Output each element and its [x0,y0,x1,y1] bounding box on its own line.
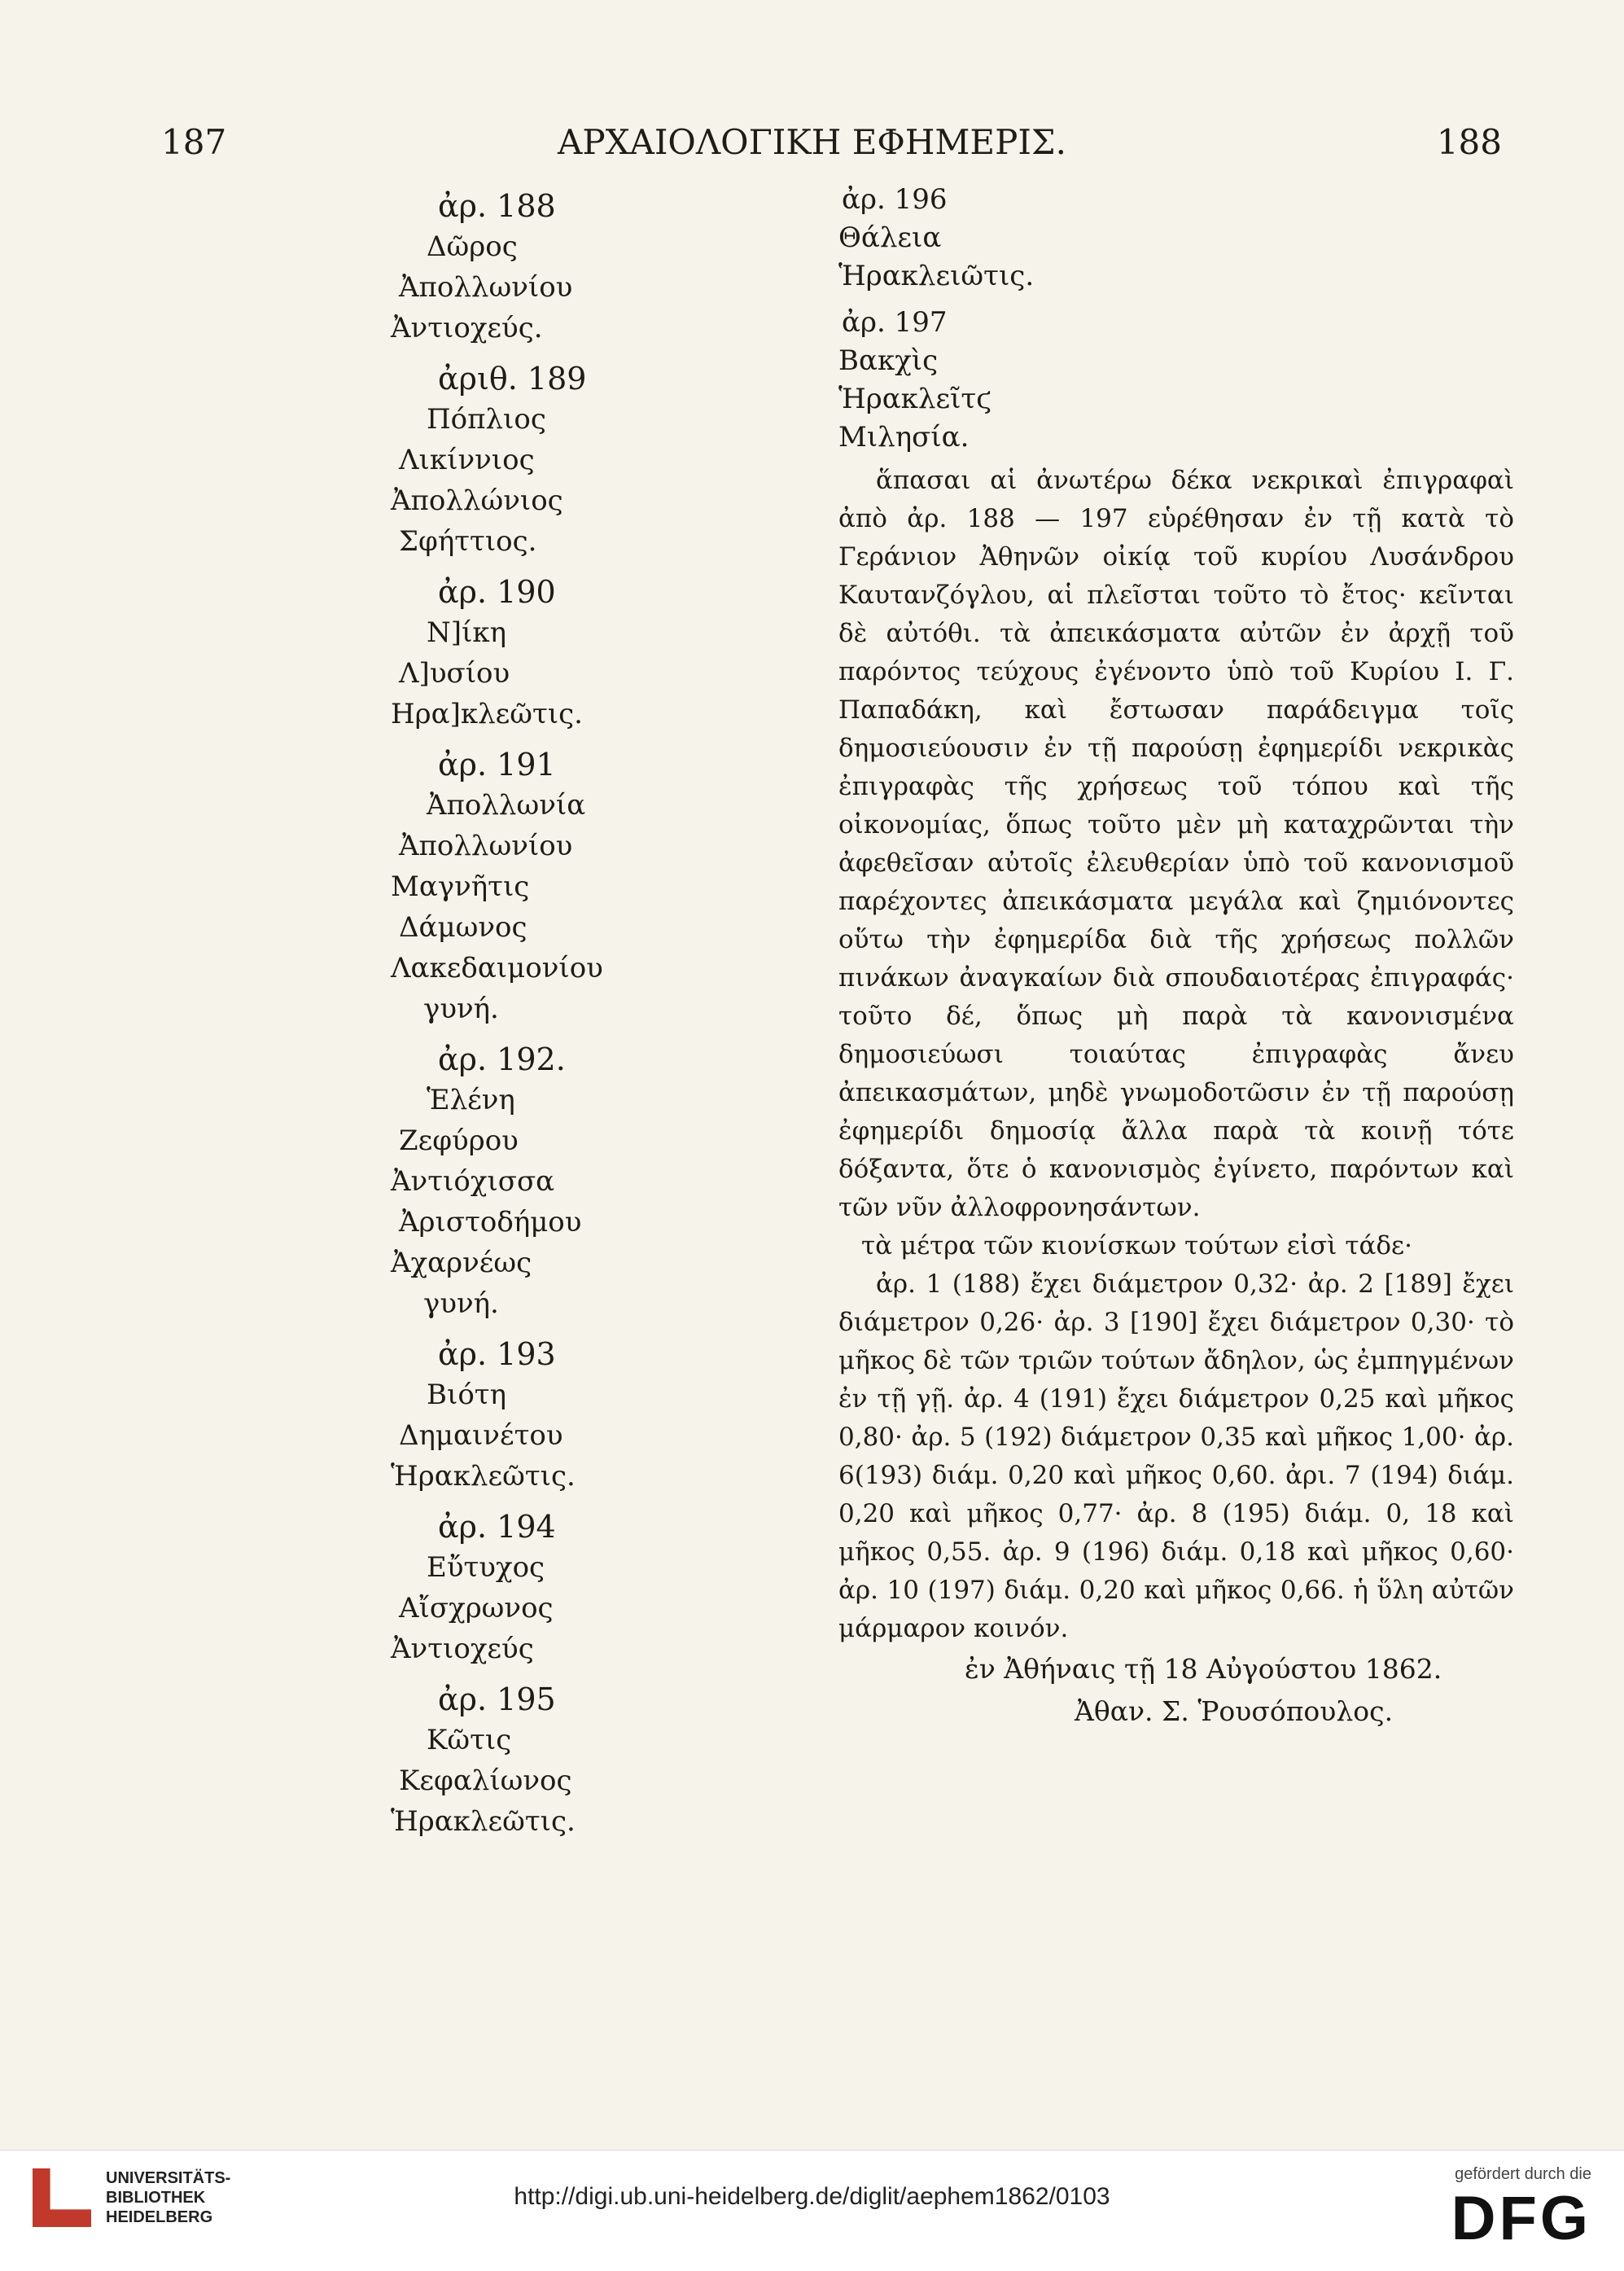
right-column [838,181,1514,1733]
inscription-line: Λ]υσίου [399,657,510,690]
inscription-number: ἀριθ. 189 [438,361,587,397]
inscription-line: Δημαινέτου [399,1419,563,1452]
inscription-line: γυνή. [423,1287,499,1320]
inscription-number: ἀρ. 188 [438,188,556,224]
viewer-footer [0,2150,1624,2271]
inscription-number: ἀρ. 195 [438,1681,556,1717]
dfg-logo: DFG [1451,2184,1591,2253]
funder-block[interactable] [1451,2165,1591,2254]
inscription-line: Αἴσχρωνος [399,1592,554,1624]
inscription-line: Ἡρακλεῖτϛ [838,383,992,415]
inscription-line: Μιλησία. [838,421,970,454]
author-signature: Ἀθαν. Σ. Ῥουσόπουλος. [1075,1695,1394,1727]
inscription-line: Σφήττιος. [399,525,537,558]
inscription-line: Ἑλένη [427,1084,515,1116]
inscription-block [391,1039,651,1324]
inscription-line: Ἀπολλώνιος [391,484,563,517]
inscription-block [391,186,651,349]
inscription-line: Βιότη [427,1379,506,1411]
inscription-line: Εὔτυχος [427,1551,545,1584]
inscription-line: Ἡρακλειῶτις. [838,260,1035,292]
page-number-left: 187 [161,122,227,162]
library-name-line3: HEIDELBERG [106,2208,213,2226]
measurements-intro: τὰ μέτρα τῶν κιονίσκων τούτων εἰσὶ τάδε· [861,1231,1412,1260]
inscription-line: Ἀπολλωνία [427,789,586,822]
inscription-line: Ἀχαρνέως [391,1247,532,1279]
inscription-line: Βακχὶς [838,344,939,377]
inscription-line: Ἀριστοδήμου [399,1206,582,1239]
funding-text: gefördert durch die [1455,2165,1591,2183]
inscription-block [391,358,651,562]
inscription-line: Ἀντιοχεύς. [391,312,543,344]
inscription-block [391,1679,651,1842]
running-title: ΑΡΧΑΙΟΛΟΓΙΚΗ ΕΦΗΜΕΡΙΣ. [558,122,1066,162]
inscription-block [838,304,1514,457]
inscription-block [838,181,1514,296]
inscription-block [391,744,651,1029]
inscription-line: γυνή. [423,993,499,1025]
library-name-line1: UNIVERSITÄTS- [106,2169,231,2187]
inscription-line: Ἡρακλεῶτις. [391,1805,576,1838]
inscription-line: Ηρα]κλεῶτις. [391,698,583,730]
page-number-right: 188 [1436,122,1502,162]
inscription-line: Ζεφύρου [399,1125,519,1157]
right-inscriptions [838,181,1514,457]
left-column [391,186,651,1842]
inscription-block [391,572,651,734]
inscription-line: Κῶτις [427,1724,512,1756]
inscription-number: ἀρ. 196 [842,183,948,216]
inscription-line: Κεφαλίωνος [399,1765,572,1797]
inscription-line: Ἀπολλωνίου [399,271,573,304]
inscription-line: Λακεδαιμονίου [391,952,603,984]
inscription-number: ἀρ. 191 [438,747,556,783]
date-line: ἐν Ἀθήναις τῇ 18 Αὐγούστου 1862. [965,1653,1442,1685]
inscription-line: Δάμωνος [399,911,527,944]
inscription-number: ἀρ. 194 [438,1509,556,1545]
inscription-line: Ἀπολλωνίου [399,830,573,862]
inscription-number: ἀρ. 192. [438,1041,566,1077]
inscription-line: Πόπλιος [427,403,546,436]
measurements-paragraph: ἀρ. 1 (188) ἔχει διάμετρον 0,32· ἀρ. 2 [189] ἔχει διάμετρον 0,26· ἀρ. 3 [190] ἔχει διάμετρον 0,30· τὸ μῆκος δὲ τῶν τριῶν τούτων ἄδηλον, ὡς ἐμπηγμένων ἐν τῇ γῇ. ἀρ. 4 (191) ἔχει διάμετρον 0,25 καὶ μῆκος 0,80· ἀρ. 5 (192) διάμετρον 0,35 καὶ μῆκος 1,00· ἀρ. 6(193) διάμ. 0,20 καὶ μῆκος 0,60. ἀρι. 7 (194) διάμ. 0,20 καὶ μῆκος 0,77· ἀρ. 8 (195) διάμ. 0, 18 καὶ μῆκος 0,55. ἀρ. 9 (196) διάμ. 0,18 καὶ μῆκος 0,60· ἀρ. 10 (197) διάμ. 0,20 καὶ μῆκος 0,66. ἡ ὕλη αὐτῶν μάρμαρον κοινόν. [838,1269,1514,1643]
inscription-number: ἀρ. 197 [842,306,948,339]
inscription-line: Ἀντιοχεύς [391,1633,534,1665]
inscription-line: Ἡρακλεῶτις. [391,1460,576,1493]
library-name-line2: BIBLIOTHEK [106,2189,206,2207]
commentary-paragraph: ἅπασαι αἱ ἀνωτέρω δέκα νεκρικαὶ ἐπιγραφαὶ ἀπὸ ἀρ. 188 — 197 εὑρέθησαν ἐν τῇ κατὰ τὸ Γεράνιον Ἀθηνῶν οἰκίᾳ τοῦ κυρίου Λυσάνδρου Καυτανζόγλου, αἱ πλεῖσται τοῦτο τὸ ἔτος· κεῖνται δὲ αὐτόθι. τὰ ἀπεικάσματα αὐτῶν ἐν ἀρχῇ τοῦ παρόντος τεύχους ἐγένοντο ὑπὸ τοῦ Κυρίου Ι. Γ. Παπαδάκη, καὶ ἔστωσαν παράδειγμα τοῖς δημοσιεύουσιν ἐν τῇ παρούσῃ ἐφημερίδι νεκρικὰς ἐπιγραφὰς τῆς χρήσεως τοῦ τόπου καὶ τῆς οἰκονομίας, ὅπως τοῦτο μὲν μὴ καταχρῶνται τὴν ἀφεθεῖσαν αὐτοῖς ἐλευθερίαν ὑπὸ τοῦ κανονισμοῦ παρέχοντες ἀπεικάσματα μεγάλα καὶ ζημιόνοντες οὕτω τὴν ἐφημερίδα διὰ τῆς χρήσεως πολλῶν πινάκων ἀναγκαίων διὰ σπουδαιοτέρας ἐπιγραφάς· τοῦτο δέ, ὅπως μὴ παρὰ τὰ κανονισμένα δημοσιεύωσι τοιαύτας ἐπιγραφὰς ἄνευ ἀπεικασμάτων, μηδὲ γνωμοδοτῶσιν ἐν τῇ παρούσῃ ἐφημερίδι δημοσίᾳ ἄλλα παρὰ τὰ κοινῇ τότε δόξαντα, ὅτε ὁ κανονισμὸς ἐγίνετο, παρόντων καὶ τῶν νῦν ἀλλοφρονησάντων. [838,466,1514,1222]
inscription-line: Ἀντιόχισσα [391,1165,555,1198]
inscription-line: Θάλεια [838,221,942,254]
inscription-number: ἀρ. 190 [438,574,556,610]
inscription-line: Λικίννιος [399,444,535,476]
permalink-url[interactable]: http://digi.ub.uni-heidelberg.de/diglit/aephem1862/0103 [514,2183,1110,2210]
inscription-block [391,1334,651,1497]
inscription-block [391,1506,651,1669]
inscription-line: Μαγνῆτις [391,870,530,903]
inscription-number: ἀρ. 193 [438,1336,556,1372]
inscription-line: Δῶρος [427,230,518,263]
inscription-line: Ν]ίκη [427,616,506,649]
